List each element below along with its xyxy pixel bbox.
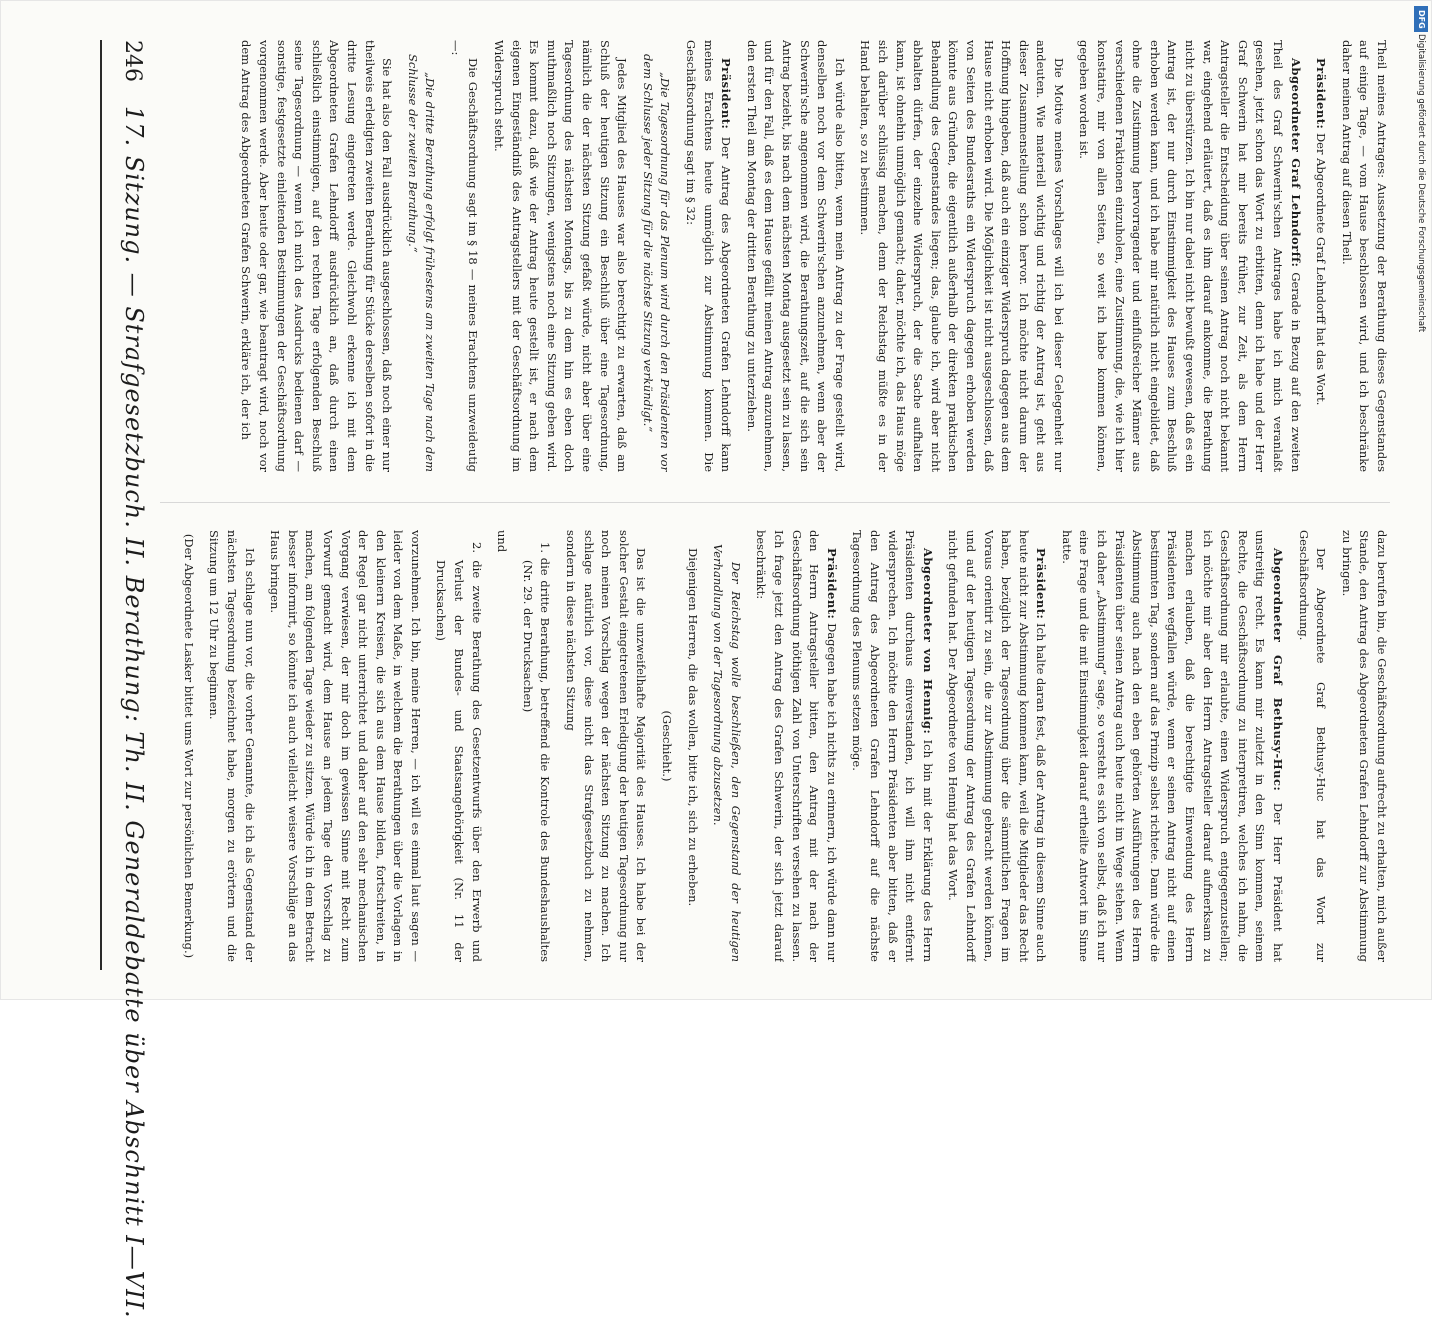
paragraph: Ich würde also bitten, wenn mein Antrag zu der Frage gestellt wird, denselben noch vor dem Schwerin'schen anzunehmen, wenn aber der Schwerin'sche angenommen wird, die Berathungszeit, auf die sich sein Antrag bezieht, bis nach dem nächsten Montag ausgesetzt sein zu lassen, und für den Fall, daß es dem Hause gefällt meinen Antrag anzunehmen, den ersten Theil am Montag der dritten Berathung zu unterziehen. [744, 40, 847, 472]
paragraph: Sie hat also den Fall ausdrücklich ausgeschlossen, daß noch einer nur theilweis erledigten zweiten Berathung für Stücke derselben sofort in die dritte Lesung eingetreten werde. Gleichwohl erkenne ich mit dem Abgeordneten Grafen Lehndorff ausdrücklich an, daß durch einen schließlich einstimmigen, auf den rechten Tage erfolgenden Beschluß seine Tagesordnung — wenn ich mich des Ausdrucks bedienen darf — sonstige, festgesetzte einleitenden Bestimmungen der Geschäftsordnung vorgenommen werde. Aber heute oder gar, wie beantragt wird, noch vor dem Antrag des Abgeordneten Grafen Schwerin, erkläre ich, der ich [239, 40, 395, 472]
paragraph: Ich schlage nun vor, die vorher Genannte, die ich als Gegenstand der nächsten Tagesordnung bezeichnet habe, morgen zu erörtern und die Sitzung um 12 Uhr zu beginnen. [207, 530, 257, 962]
running-header [104, 40, 148, 1319]
paragraph-text: Ich bin mit der Erklärung des Herrn Präsidenten durchaus einverstanden, ich will ihm nicht entfernt widersprechen. Ich möchte den Herrn Präsidenten aber bitten, daß er den Antrag des Abgeordneten Grafen Lehndorff auf die nächste Tagesordnung des Plenums setzen möge. [850, 530, 935, 962]
column-divider [160, 502, 1390, 503]
paragraph [752, 530, 840, 962]
speaker-label: Präsident: [719, 58, 734, 130]
paragraph-text: Der Abgeordnete Graf Lehndorff hat das Wort. [1314, 132, 1329, 406]
paragraph: vorzunehmen. Ich bin, meine Herren, — ich will es einmal laut sagen — leider von dem Maße, in welchem die Berathungen über die Vorlagen in den kleinern Kreisen, die sich aus dem Hause bilden, fortschreiten, in der Regel gar nicht unterrichtet und daher auf den sehr mechanischen Vorgang verwiesen, der mir doch im gewissen Sinne mit Recht zum Vorwurf gemacht wird, dem Hause an jedem Tage den Vorschlag zu machen, am folgenden Tage wieder zu sitzen. Würde ich in dem Betracht besser informirt, so könnte ich auch vielleicht weisere Vorschläge an das Haus bringen. [268, 530, 423, 962]
paragraph: dazu berufen bin, die Geschäftsordnung aufrecht zu erhalten, mich außer Stande, den Antrag des Abgeordneten Grafen Lehndorff zur Abstimmung zu bringen. [1339, 530, 1389, 962]
paragraph: Die Motive meines Vorschlages will ich bei dieser Gelegenheit nur andeuten. Wie materiell wichtig und richtig der Antrag ist, geht aus dieser Zusammenstellung schon hervor. Ich möchte nicht darum der Hoffnung hingeben, daß auch ein einziger Widerspruch dagegen aus dem Hause nicht erhoben wird. Die Möglichkeit ist nicht ausgeschlossen, daß von Seiten des Bundesraths ein Widerspruch dagegen erhoben werden könnte aus Gründen, die eigentlich außerhalb der direkten praktischen Behandlung des Gegenstandes liegen; das, glaube ich, wird aber nicht abhalten dürfen, der einzelne Widerspruch, der die Sache aufhalten kann, ist ohnehin unmöglich gemacht; daher, möchte ich, das Haus möge sich darüber schlüssig machen, denn der Reichstag müßte es in der Hand behalten, so zu bestimmen. [858, 40, 1066, 472]
paragraph-text: Ich halte daran fest, daß der Antrag in diesem Sinne auch heute nicht zur Abstimmung kommen kann, weil die Mitglieder das Recht haben, bezüglich der Tagesordnung über die sämmtlichen Fragen im Voraus orientirt zu sein, die zur Abstimmung gebracht werden können, und auf der heutigen Tagesordnung der Antrag des Grafen Lehndorff nicht gefunden hat. Der Abgeordnete von Hennig hat das Wort. [946, 530, 1049, 962]
paragraph: Die Geschäftsordnung sagt im § 18 — meines Erachtens unzweideutig —: [448, 40, 481, 472]
header-title: 17. Sitzung. — Strafgesetzbuch. II. Berathung: Th. II. Generaldebatte über Abschnitt I—VII. [120, 106, 148, 1319]
speaker-label: Abgeordneter Graf Bethusy-Huc: [1271, 548, 1286, 792]
paragraph [848, 530, 936, 962]
paragraph [1057, 530, 1286, 962]
paragraph: Jedes Mitglied des Hauses war also berechtigt zu erwarten, daß am Schluß der heutigen Sitzung ein Beschluß über eine Tagesordnung, nämlich die der nächsten Sitzung gefaßt würde, nicht aber über eine Tagesordnung des nächsten Montags, bis zu dem hin es eben doch muthmaßlich noch Sitzungen, wenigstens noch eine Sitzung geben wird. Es kommt dazu, daß wie der Antrag heute gestellt ist, er nach dem eigenen Eingeständniß des Antragstellers mit der Geschäftsordnung im Widerspruch steht. [492, 40, 630, 472]
speaker-label: Präsident: [824, 548, 839, 620]
speaker-label: Präsident: [1314, 58, 1329, 130]
speaker-label: Präsident: [1034, 548, 1049, 620]
list-item: 1. die dritte Berathung, betreffend die Kontrole des Bundeshaushaltes (Nr. 29. der Drucksachen) [520, 542, 553, 962]
paragraph: Der Abgeordnete Graf Bethusy-Huc hat das Wort zur Geschäftsordnung. [1296, 530, 1329, 962]
quotation: „Die dritte Berathung erfolgt frühestens am zweiten Tage nach dem Schlusse der zweiten Berathung.“ [405, 54, 438, 472]
speaker-label: Abgeordneter Graf Lehndorff: [1288, 58, 1303, 268]
quotation: Der Reichstag wolle beschließen, den Gegenstand der heutigen Verhandlung von der Tagesordnung abzusetzen. [711, 544, 743, 962]
dfg-badge: DFG [1414, 6, 1428, 32]
stage-direction: (Der Abgeordnete Lasker bittet ums Wort zur persönlichen Bemerkung.) [181, 533, 196, 959]
conjunction: und [495, 530, 510, 553]
right-column [160, 530, 1390, 962]
paragraph [944, 530, 1050, 962]
paragraph [1075, 40, 1304, 472]
speaker-label: Abgeordneter von Hennig: [920, 548, 935, 735]
paragraph [681, 40, 734, 472]
paragraph: Diejenigen Herren, die das wollen, bitte ich, sich zu erheben. [685, 548, 700, 907]
paragraph [1312, 40, 1330, 472]
paragraph-text: Gerade in Bezug auf den zweiten Theil des Graf Schwerin'schen Antrages habe ich mich veranlaßt gesehen, jetzt schon das Wort zu erbitten, denn ich habe und der Herr Graf Schwerin hat mir bereits früher, zur Zeit, als dem Herrn Antragsteller die Entscheidung über seinen Antrag noch nicht bekannt war, eingehend erläutert, daß es ihm darauf ankomme, die Berathung nicht zu überstürzen. Ich bin nur dabei nicht bewußt gewesen, daß es ein Antrag ist, der nur durch Einstimmigkeit des Hauses zum Beschluß erhoben werden kann, und ich habe mir natürlich nicht eingebildet, daß ohne die Zustimmung hervorragender und einflußreicher Männer aus verschiedenen Fraktionen einzuholen, eine Zustimmung, die, wie ich hier konstatire, mir von allen Seiten, so weit ich habe kommen können, gegeben worden ist. [1077, 40, 1303, 472]
rotated-page-content [50, 0, 1410, 1319]
paragraph-text: Der Herr Präsident hat unstreitig recht. Es kann mir zuletzt in den Sinn kommen, seinem Rechte, die Geschäftsordnung zu interpretiren, welches ich nahm, die Geschäftsordnung mir erlaubte, einen Widerspruch entgegenzustellen; ich möchte mir aber den Herrn Antragsteller darauf aufmerksam zu machen erlauben, daß die berechtigte Einwendung des Herrn Präsidenten wegfallen würde, wenn er seinen Antrag nicht auf einen bestimmten Tag, sondern auf das Prinzip selbst richtete. Dann würde die Abstimmung auch nach den eben gehörten Ausführungen des Herrn Präsidenten über seinen Antrag auch heute nicht im Wege stehen. Wenn ich daher „Abstimmung“ sage, so versteht es sich von selbst, daß ich nur eine Frage und die mit Einstimmigkeit darauf ertheilte Antwort im Sinne hatte. [1059, 530, 1286, 962]
left-column [160, 40, 1390, 472]
page-number: 246 [120, 40, 145, 82]
header-rule [100, 40, 102, 970]
list-item: 2. die zweite Berathung des Gesetzentwurfs über den Erwerb und Verlust der Bundes- und Staatsangehörigkeit (Nr. 11 der Drucksachen) [434, 542, 484, 962]
paragraph: Theil meines Antrages: Aussetzung der Berathung dieses Gegenstandes auf einige Tage, — vom Hause beschlossen wird, und ich beschränke daher meinen Antrag auf diesen Theil. [1339, 40, 1389, 472]
paragraph: Das ist die unzweifelhafte Majorität des Hauses. Ich habe bei der solcher Gestalt eingetretenen Erledigung der heutigen Tagesordnung nur noch meinen Vorschlag wegen der nächsten Sitzung zu machen. Ich schlage natürlich vor, diese nicht das Strafgesetzbuch zu nehmen, sondern in diese nächsten Sitzung [564, 530, 649, 962]
paragraph-text: Der Antrag des Abgeordneten Grafen Lehndorff kann meines Erachtens heute unmöglich zur Abstimmung kommen. Die Geschäftsordnung sagt im § 32: [684, 40, 734, 472]
digitization-credit: Digitalisierung gefördert durch die Deutsche Forschungsgemeinschaft [1416, 34, 1426, 333]
quotation: „Die Tagesordnung für das Plenum wird durch den Präsidenten vor dem Schlusse jeder Sitzung für die nächste Sitzung verkündigt.“ [640, 54, 673, 472]
paragraph-text: Dagegen habe ich nichts zu erinnern, ich würde dann nur den Herrn Antragsteller bitten, den Antrag mit der nach der Geschäftsordnung nöthigen Zahl von Unterschriften versehen zu lassen. Ich frage jetzt den Antrag des Grafen Schwerin, der sich jetzt darauf beschränkt: [754, 530, 839, 962]
stage-direction: (Geschieht.) [660, 710, 675, 782]
